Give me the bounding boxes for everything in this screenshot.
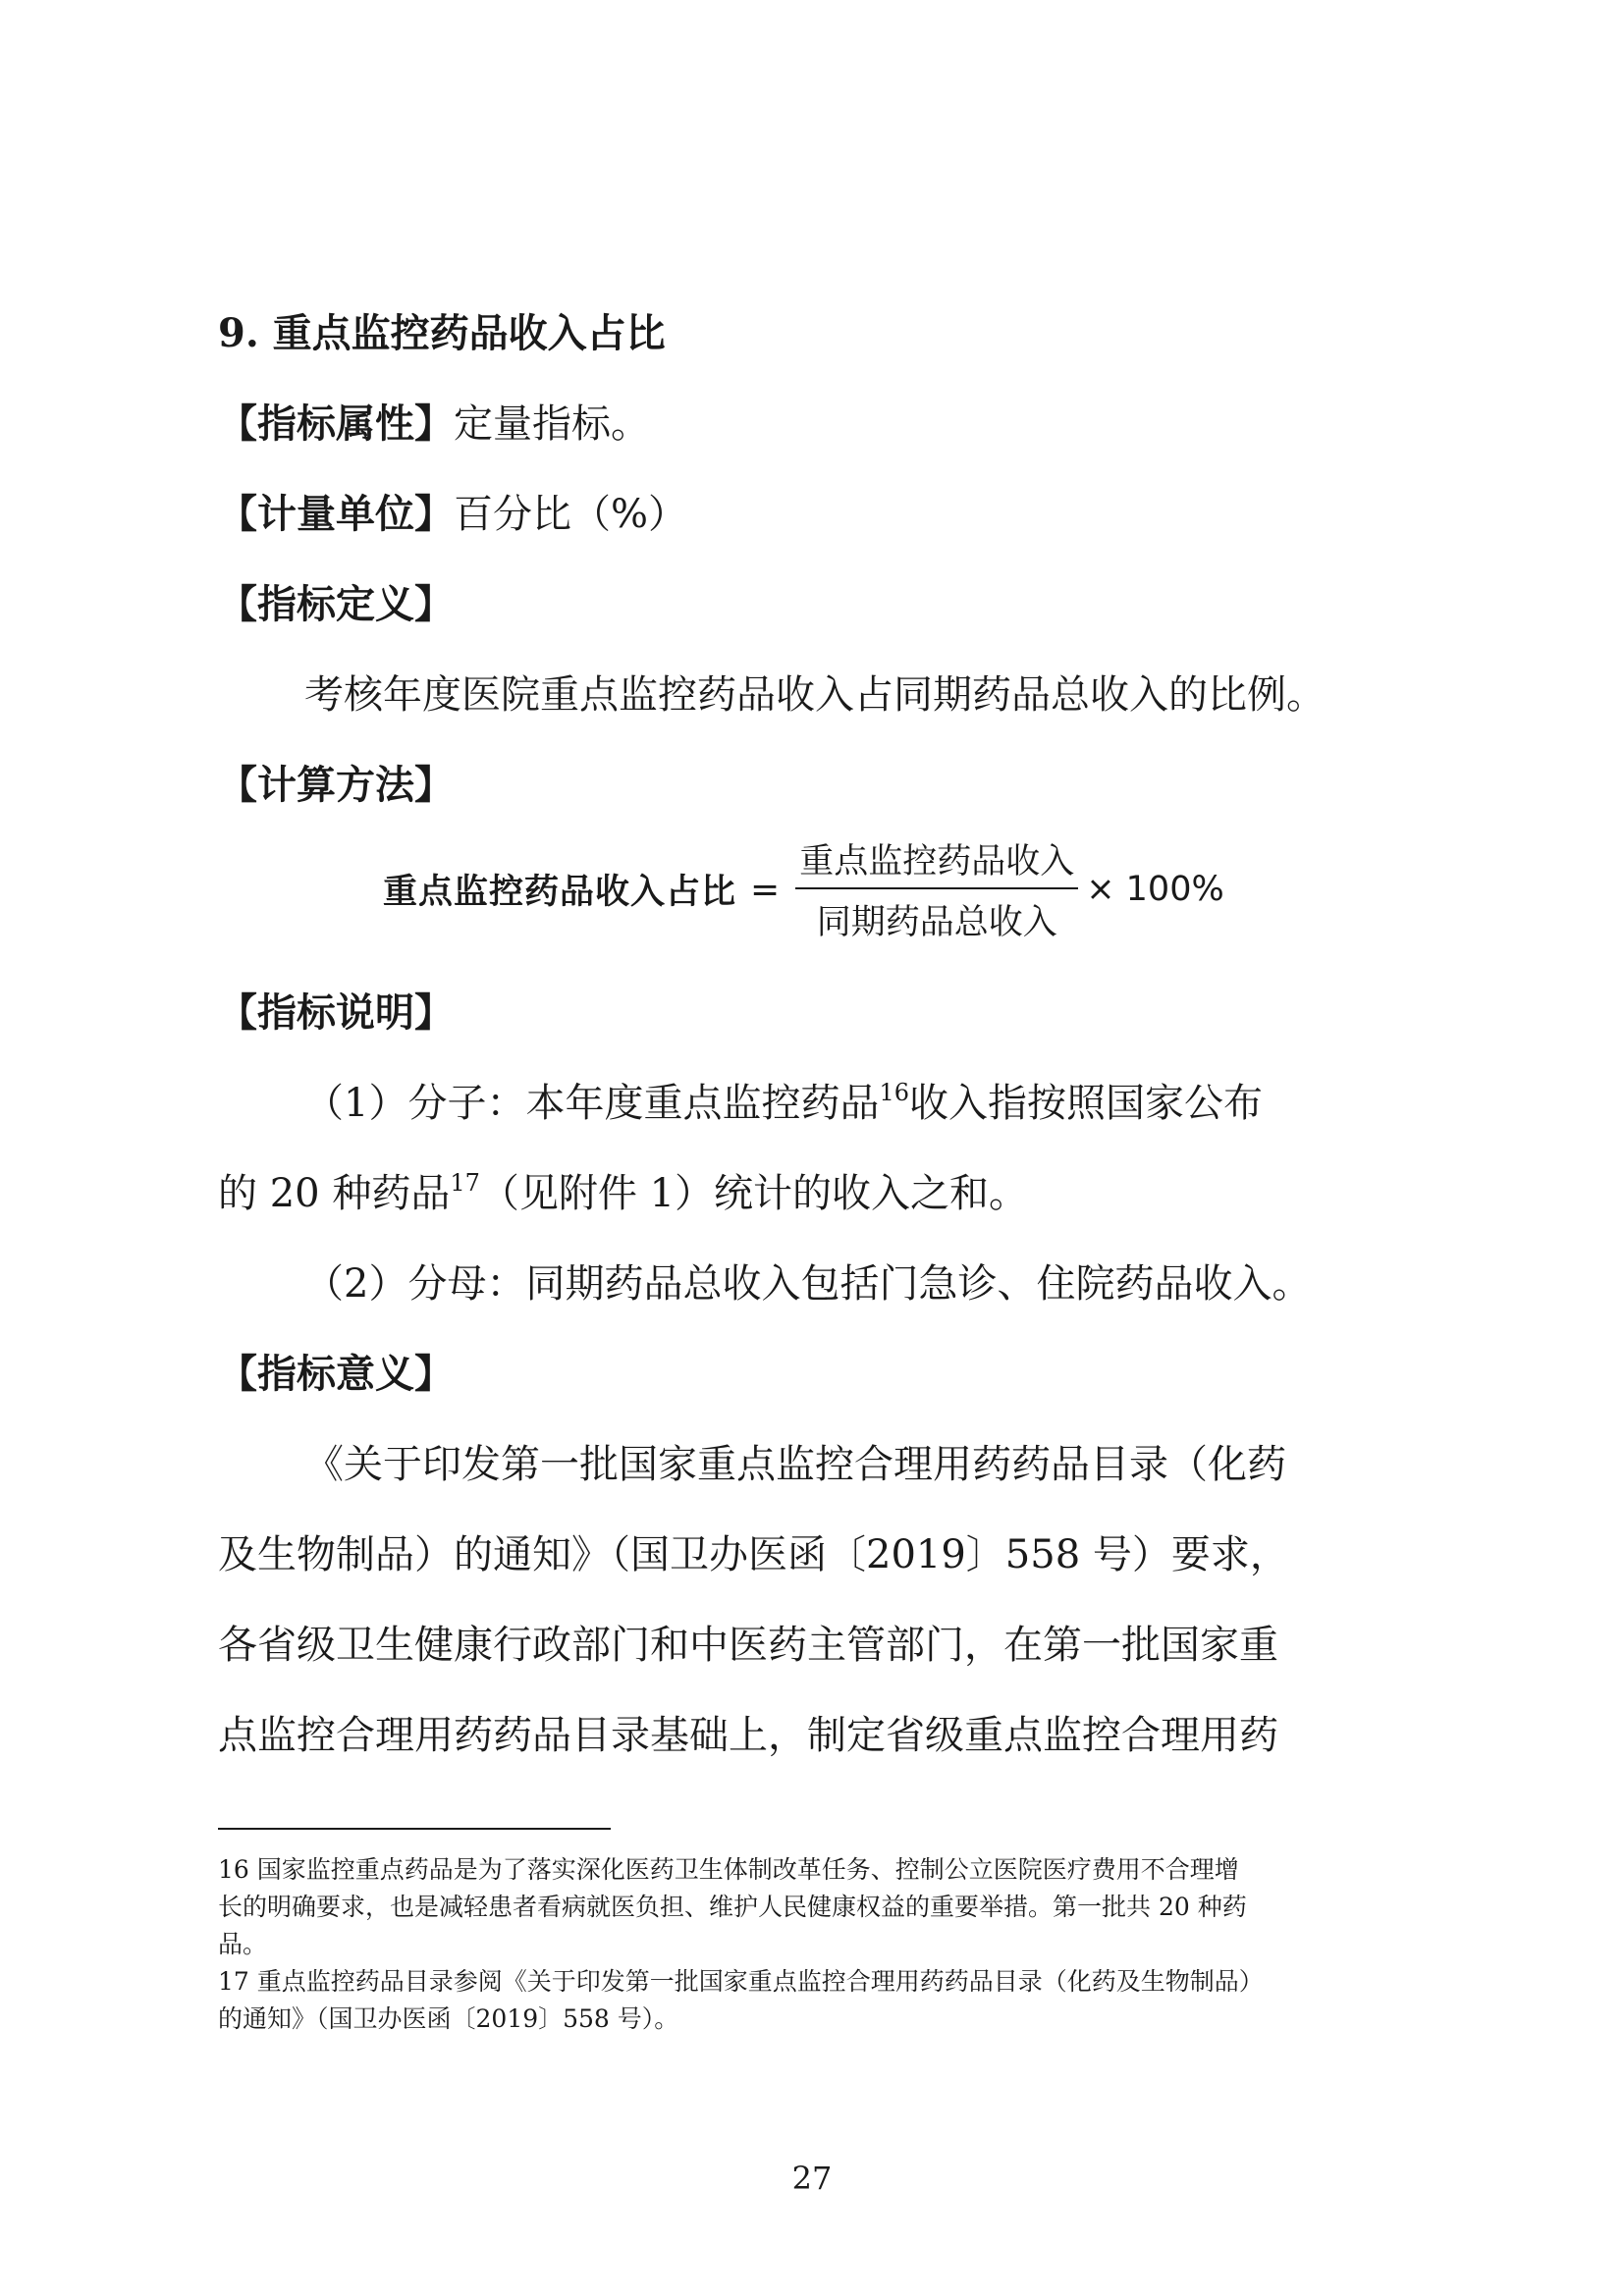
significance-label: 【指标意义】 bbox=[218, 1351, 454, 1397]
footnote-line: 长的明确要求，也是减轻患者看病就医负担、维护人民健康权益的重要举措。第一批共 20 种药 bbox=[218, 1893, 1247, 1921]
explanation-item1-text-b: 收入指按照国家公布 bbox=[909, 1081, 1263, 1126]
formula-fraction bbox=[795, 834, 1078, 944]
footnote-line: 17 重点监控药品目录参阅《关于印发第一批国家重点监控合理用药药品目录（化药及生物制品） bbox=[218, 1967, 1264, 1996]
formula-lhs: 重点监控药品收入占比 bbox=[383, 872, 737, 912]
explanation-item1-text-d: （见附件 1）统计的收入之和。 bbox=[479, 1171, 1029, 1216]
footnote-line: 16 国家监控重点药品是为了落实深化医药卫生体制改革任务、控制公立医院医疗费用不合理增 bbox=[218, 1855, 1239, 1884]
explanation-label: 【指标说明】 bbox=[218, 989, 454, 1036]
explanation-item2: （2）分母：同期药品总收入包括门急诊、住院药品收入。 bbox=[304, 1261, 1312, 1307]
explanation-item1-line1 bbox=[304, 1076, 1263, 1131]
significance-line: 及生物制品）的通知》（国卫办医函〔2019〕558 号）要求， bbox=[218, 1532, 1289, 1577]
footnote-divider bbox=[218, 1828, 611, 1830]
formula-numerator: 重点监控药品收入 bbox=[795, 834, 1078, 889]
formula-multiplier: × 100% bbox=[1086, 870, 1224, 909]
significance-line: 点监控合理用药药品目录基础上，制定省级重点监控合理用药 bbox=[218, 1713, 1278, 1758]
attribute-label: 【指标属性】 bbox=[218, 400, 454, 447]
significance-label-row bbox=[218, 1347, 454, 1402]
explanation-item1-text-a: （1）分子：本年度重点监控药品 bbox=[304, 1081, 880, 1126]
definition-label: 【指标定义】 bbox=[218, 581, 454, 627]
unit-row bbox=[218, 487, 687, 542]
calc-label-row bbox=[218, 758, 454, 813]
attribute-row bbox=[218, 397, 650, 452]
attribute-value: 定量指标。 bbox=[454, 401, 650, 447]
calc-label: 【计算方法】 bbox=[218, 762, 454, 808]
significance-line: 《关于印发第一批国家重点监控合理用药药品目录（化药 bbox=[304, 1442, 1286, 1487]
page-number: 27 bbox=[791, 2160, 833, 2197]
section-title: 9. 重点监控药品收入占比 bbox=[218, 310, 666, 356]
definition-label-row bbox=[218, 577, 454, 632]
footnote-line: 的通知》（国卫办医函〔2019〕558 号）。 bbox=[218, 2004, 679, 2033]
footnote-line: 品。 bbox=[218, 1930, 268, 1958]
explanation-label-row bbox=[218, 986, 454, 1041]
formula-equals: = bbox=[750, 869, 781, 910]
unit-label: 【计量单位】 bbox=[218, 491, 454, 537]
explanation-item1-line2 bbox=[218, 1166, 1028, 1221]
definition-text: 考核年度医院重点监控药品收入占同期药品总收入的比例。 bbox=[304, 672, 1326, 718]
significance-line: 各省级卫生健康行政部门和中医药主管部门，在第一批国家重 bbox=[218, 1623, 1278, 1668]
footnote-ref-17: 17 bbox=[450, 1169, 480, 1197]
formula bbox=[383, 830, 1224, 948]
footnote-ref-16: 16 bbox=[879, 1079, 909, 1106]
explanation-item1-text-c: 的 20 种药品 bbox=[218, 1171, 451, 1216]
unit-value: 百分比（%） bbox=[454, 492, 688, 537]
formula-denominator: 同期药品总收入 bbox=[816, 903, 1057, 942]
